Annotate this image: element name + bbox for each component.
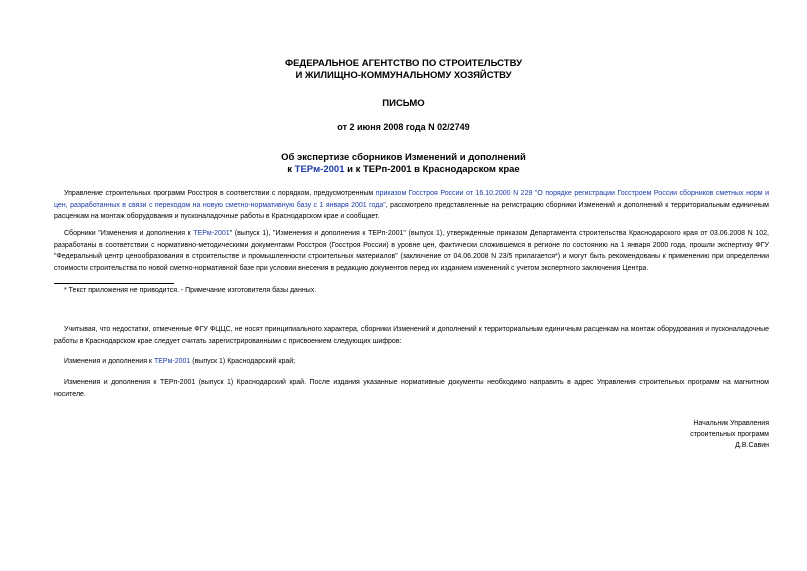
paragraph-1-post: , рассмотрело представленные на регистрацию сборники Изменений и дополнений к территориальным единичным расценкам на монтаж оборудования и пусконаладочные работы в Краснодарском крае и сообщает.	[54, 201, 769, 220]
paragraph-2-terme-link[interactable]: ТЕРм-2001	[193, 230, 230, 237]
paragraph-1-pre: Управление строительных программ Росстроя в соответствии с порядком, предусмотренным	[64, 190, 376, 197]
paragraph-4-terme-link[interactable]: ТЕРм-2001	[153, 358, 191, 365]
subject-line2-pre: к	[287, 164, 295, 175]
footnote-divider	[54, 283, 174, 284]
paragraph-3	[54, 324, 769, 347]
subject-line1: Об экспертизе сборников Изменений и дополнений	[281, 152, 526, 163]
paragraph-2-pre: Сборники "Изменения и дополнения к	[64, 230, 194, 237]
subject-line2	[0, 164, 807, 175]
paragraph-2-post: " (выпуск 1), "Изменения и дополнения к ТЕРп-2001" (выпуск 1), утвержденные приказом Департамента строительства Краснодарского края от 03.06.2008 N 102, разработаны в соответствии с нормативно-методическими документами Росстроя (Госстроя России) в уровне цен, фактически сложившемся в регионе по состоянию на 1 января 2000 года, прошли экспертизу ФГУ "Федеральный центр ценообразования в строительстве и промышленности строительных материалов" (заключение от 04.06.2008 N 23/5 прилагается*) и могут быть рекомендованы к применению при определении стоимости строительства по новой сметно-нормативной базе при условии внесения в редакцию документов перед их изданием изменений с учетом экспертного заключения Центра.	[54, 230, 769, 272]
paragraph-2	[54, 228, 769, 274]
signature-department: строительных программ	[690, 431, 769, 438]
footnote: * Текст приложения не приводится. - Примечание изготовителя базы данных.	[64, 287, 317, 294]
paragraph-5	[54, 377, 769, 400]
subject-terme-link[interactable]: ТЕРм-2001	[294, 164, 345, 175]
paragraph-4-pre: Изменения и дополнения к	[64, 358, 154, 365]
subject-line2-post: и к ТЕРп-2001 в Краснодарском крае	[344, 164, 520, 175]
paragraph-4	[54, 356, 769, 368]
paragraph-4-post: (выпуск 1) Краснодарский край;	[190, 358, 296, 365]
document-date-number: от 2 июня 2008 года N 02/2749	[337, 122, 470, 132]
signature-position: Начальник Управления	[693, 420, 769, 427]
signature-name: Д.В.Савин	[735, 442, 769, 449]
paragraph-5-text: Изменения и дополнения к ТЕРп-2001 (выпуск 1) Краснодарский край. После издания указанные нормативные документы необходимо направить в адрес Управления строительных программ на магнитном носителе.	[54, 379, 769, 398]
document-type: ПИСЬМО	[382, 98, 425, 109]
agency-title-line1: ФЕДЕРАЛЬНОЕ АГЕНТСТВО ПО СТРОИТЕЛЬСТВУ	[284, 58, 523, 69]
agency-title-line2: И ЖИЛИЩНО-КОММУНАЛЬНОМУ ХОЗЯЙСТВУ	[295, 70, 512, 81]
paragraph-3-text: Учитывая, что недостатки, отмеченные ФГУ ФЦЦС, не носят принципиального характера, сборники Изменений и дополнений к территориальным единичным расценкам на монтаж оборудования и пусконаладочные работы в Краснодарском крае следует считать зарегистрированными с присвоением следующих шифров:	[54, 326, 769, 345]
paragraph-1	[54, 188, 769, 223]
signature-block	[690, 418, 769, 451]
order-gosstroy-link[interactable]: приказом Госстроя России от 16.10.2000 N 229 "О порядке регистрации Госстроем России сборников сметных норм и цен, разработанных в связи с переходом на новую сметно-нормативную базу с 1 января 2001 года"	[54, 190, 769, 209]
